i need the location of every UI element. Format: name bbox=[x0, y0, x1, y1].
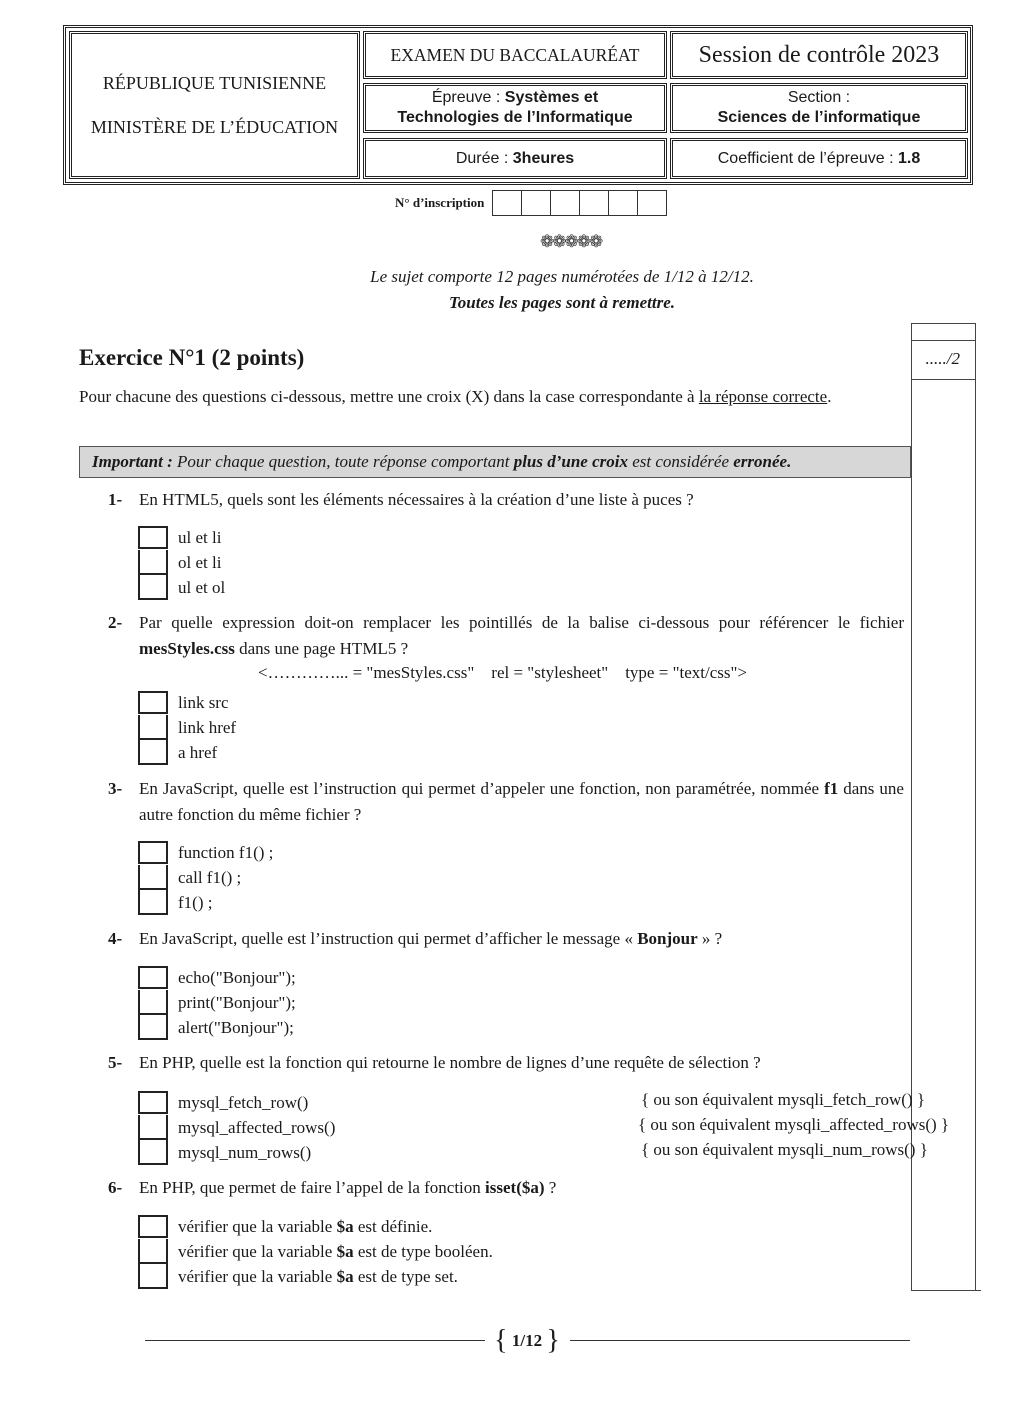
answer-checkbox[interactable] bbox=[138, 1264, 168, 1289]
option-label: vérifier que la variable $a est de type set. bbox=[178, 1266, 458, 1286]
option[interactable] bbox=[138, 1140, 928, 1165]
duree-cell bbox=[363, 138, 667, 179]
option[interactable] bbox=[138, 690, 236, 715]
important-text: Pour chaque question, toute réponse comportant bbox=[172, 452, 514, 471]
important-bold-2: erronée. bbox=[733, 452, 792, 471]
question-2 bbox=[108, 610, 904, 662]
subject-note-2: Toutes les pages sont à remettre. bbox=[448, 293, 676, 312]
ministry-label: MINISTÈRE DE L’ÉDUCATION bbox=[90, 117, 339, 137]
option-note: { ou son équivalent mysqli_num_rows() } bbox=[641, 1140, 928, 1159]
answer-checkbox[interactable] bbox=[138, 990, 168, 1015]
question-text-c: ? bbox=[544, 1178, 557, 1197]
option-label: mysql_fetch_row() bbox=[178, 1092, 309, 1112]
page-number-text: 1/12 bbox=[511, 1331, 543, 1350]
epreuve-label: Épreuve : bbox=[431, 89, 505, 106]
answer-checkbox[interactable] bbox=[138, 1091, 168, 1114]
question-text: En HTML5, quels sont les éléments nécessaires à la création d’une liste à puces ? bbox=[139, 490, 694, 509]
option[interactable] bbox=[138, 965, 296, 990]
duree-label: Durée : bbox=[455, 149, 513, 167]
answer-checkbox[interactable] bbox=[138, 865, 168, 890]
option-label: ol et li bbox=[178, 552, 222, 572]
footer-rule-right bbox=[570, 1340, 910, 1341]
answer-checkbox[interactable] bbox=[138, 715, 168, 740]
question-text bbox=[139, 610, 904, 662]
answer-checkbox[interactable] bbox=[138, 575, 168, 600]
important-label: Important : bbox=[92, 452, 173, 471]
question-4-options bbox=[138, 965, 296, 1040]
option[interactable] bbox=[138, 715, 236, 740]
question-text bbox=[139, 776, 904, 828]
question-text-a: En PHP, que permet de faire l’appel de la fonction bbox=[139, 1178, 486, 1197]
important-end: est considérée bbox=[627, 452, 734, 471]
question-text-bold: isset($a) bbox=[485, 1178, 545, 1197]
coef-cell bbox=[670, 138, 968, 179]
question-text-a: En JavaScript, quelle est l’instruction qui permet d’afficher le message « bbox=[139, 929, 638, 948]
option-note: { ou son équivalent mysqli_fetch_row() } bbox=[641, 1090, 926, 1109]
brace-right: } bbox=[546, 1325, 560, 1356]
option-label: ul et ol bbox=[178, 577, 226, 597]
answer-checkbox[interactable] bbox=[138, 1115, 168, 1140]
inscription-label: N° d’inscription bbox=[395, 195, 485, 210]
option-label: vérifier que la variable $a est de type booléen. bbox=[178, 1241, 493, 1261]
section-value: Sciences de l’informatique bbox=[717, 109, 921, 126]
question-text-c: dans une autre fonction du même fichier ? bbox=[139, 779, 904, 824]
question-text-a: Par quelle expression doit-on remplacer les pointillés de la balise ci-dessous pour référencer le fichier bbox=[139, 613, 904, 632]
option-label: f1() ; bbox=[178, 892, 213, 912]
answer-checkbox[interactable] bbox=[138, 550, 168, 575]
question-6-options bbox=[138, 1214, 493, 1289]
section-cell bbox=[670, 83, 968, 133]
duree-value: 3heures bbox=[512, 149, 575, 167]
question-number: 2- bbox=[108, 613, 123, 632]
option-label: link src bbox=[178, 692, 229, 712]
question-text-bold: f1 bbox=[824, 779, 839, 798]
question-text bbox=[139, 1175, 904, 1201]
institution-cell bbox=[69, 31, 360, 179]
exam-header bbox=[63, 25, 973, 185]
option-label: call f1() ; bbox=[178, 867, 242, 887]
option[interactable] bbox=[138, 1015, 296, 1040]
coef-label: Coefficient de l’épreuve : bbox=[717, 149, 898, 167]
score-box: ...../2 bbox=[911, 340, 976, 380]
option-label: vérifier que la variable $a est définie. bbox=[178, 1216, 433, 1236]
option-label: link href bbox=[178, 717, 237, 737]
footer-rule-left bbox=[145, 1340, 485, 1341]
exercise-title: Exercice N°1 (2 points) bbox=[79, 345, 305, 370]
answer-checkbox[interactable] bbox=[138, 1215, 168, 1238]
epreuve-value: Systèmes et bbox=[504, 89, 599, 106]
question-5-options bbox=[138, 1090, 950, 1165]
question-4 bbox=[108, 926, 904, 952]
option[interactable] bbox=[138, 1264, 493, 1289]
intro-text: Pour chacune des questions ci-dessous, mettre une croix (X) dans la case correspondante à bbox=[79, 387, 699, 406]
answer-checkbox[interactable] bbox=[138, 526, 168, 549]
inscription-row bbox=[395, 190, 667, 216]
exam-title: EXAMEN DU BACCALAURÉAT bbox=[363, 31, 667, 79]
answer-checkbox[interactable] bbox=[138, 890, 168, 915]
question-number: 5- bbox=[108, 1053, 123, 1072]
question-number: 4- bbox=[108, 929, 123, 948]
answer-checkbox[interactable] bbox=[138, 1015, 168, 1040]
question-text-bold: Bonjour bbox=[637, 929, 698, 948]
option[interactable] bbox=[138, 1239, 493, 1264]
option-label: print("Bonjour"); bbox=[178, 992, 296, 1012]
answer-checkbox[interactable] bbox=[138, 1239, 168, 1264]
code-snippet: <…………... = "mesStyles.css" rel = "stylesheet" type = "text/css"> bbox=[258, 663, 748, 682]
option-label: mysql_affected_rows() bbox=[178, 1117, 336, 1137]
republic-label: RÉPUBLIQUE TUNISIENNE bbox=[102, 73, 327, 93]
answer-checkbox[interactable] bbox=[138, 691, 168, 714]
option-note: { ou son équivalent mysqli_affected_rows() } bbox=[638, 1115, 950, 1134]
coef-value: 1.8 bbox=[898, 149, 921, 167]
section-label: Section : bbox=[787, 89, 851, 106]
question-3-options bbox=[138, 840, 273, 915]
question-text-a: En JavaScript, quelle est l’instruction qui permet d’appeler une fonction, non paramétrée, nommée bbox=[139, 779, 825, 798]
option[interactable] bbox=[138, 575, 225, 600]
option-label: ul et li bbox=[178, 527, 222, 547]
option-label: mysql_num_rows() bbox=[178, 1142, 312, 1162]
answer-checkbox[interactable] bbox=[138, 740, 168, 765]
ornament-icon: ❁❁❁❁❁ bbox=[540, 232, 602, 251]
important-bold: plus d’une croix bbox=[513, 452, 628, 471]
question-text-bold: mesStyles.css bbox=[139, 639, 235, 658]
question-1 bbox=[108, 487, 904, 513]
question-2-options bbox=[138, 690, 236, 765]
option-label: echo("Bonjour"); bbox=[178, 967, 296, 987]
option[interactable] bbox=[138, 1090, 926, 1115]
question-5 bbox=[108, 1050, 904, 1076]
question-3 bbox=[108, 776, 904, 828]
option[interactable] bbox=[138, 1214, 493, 1239]
inscription-field[interactable] bbox=[492, 190, 667, 216]
option[interactable] bbox=[138, 890, 273, 915]
option[interactable] bbox=[138, 865, 273, 890]
brace-left: { bbox=[494, 1325, 508, 1356]
question-text bbox=[139, 926, 904, 952]
option[interactable] bbox=[138, 1115, 950, 1140]
option[interactable] bbox=[138, 550, 225, 575]
option-label: function f1() ; bbox=[178, 842, 274, 862]
option[interactable] bbox=[138, 990, 296, 1015]
epreuve-cell bbox=[363, 83, 667, 133]
question-6 bbox=[108, 1175, 904, 1201]
option-label: a href bbox=[178, 742, 218, 762]
question-number: 6- bbox=[108, 1178, 123, 1197]
option[interactable] bbox=[138, 740, 236, 765]
margin-divider bbox=[911, 1290, 981, 1291]
exercise-intro bbox=[79, 384, 903, 410]
important-note bbox=[79, 446, 911, 478]
question-number: 1- bbox=[108, 490, 123, 509]
intro-end: . bbox=[827, 387, 832, 406]
page-number bbox=[487, 1325, 567, 1357]
epreuve-value-2: Technologies de l’Informatique bbox=[397, 109, 633, 126]
option-label: alert("Bonjour"); bbox=[178, 1017, 294, 1037]
question-text: En PHP, quelle est la fonction qui retourne le nombre de lignes d’une requête de sélection ? bbox=[139, 1053, 761, 1072]
question-text-c: dans une page HTML5 ? bbox=[234, 639, 409, 658]
option[interactable] bbox=[138, 525, 225, 550]
question-text-c: » ? bbox=[697, 929, 723, 948]
intro-underlined: la réponse correcte bbox=[698, 387, 828, 406]
subject-note: Le sujet comporte 12 pages numérotées de 1/12 à 12/12. bbox=[370, 267, 754, 286]
question-1-options bbox=[138, 525, 225, 600]
session-title: Session de contrôle 2023 bbox=[670, 31, 968, 79]
answer-checkbox[interactable] bbox=[138, 841, 168, 864]
question-number: 3- bbox=[108, 779, 123, 798]
answer-checkbox[interactable] bbox=[138, 1140, 168, 1165]
option[interactable] bbox=[138, 840, 273, 865]
answer-checkbox[interactable] bbox=[138, 966, 168, 989]
